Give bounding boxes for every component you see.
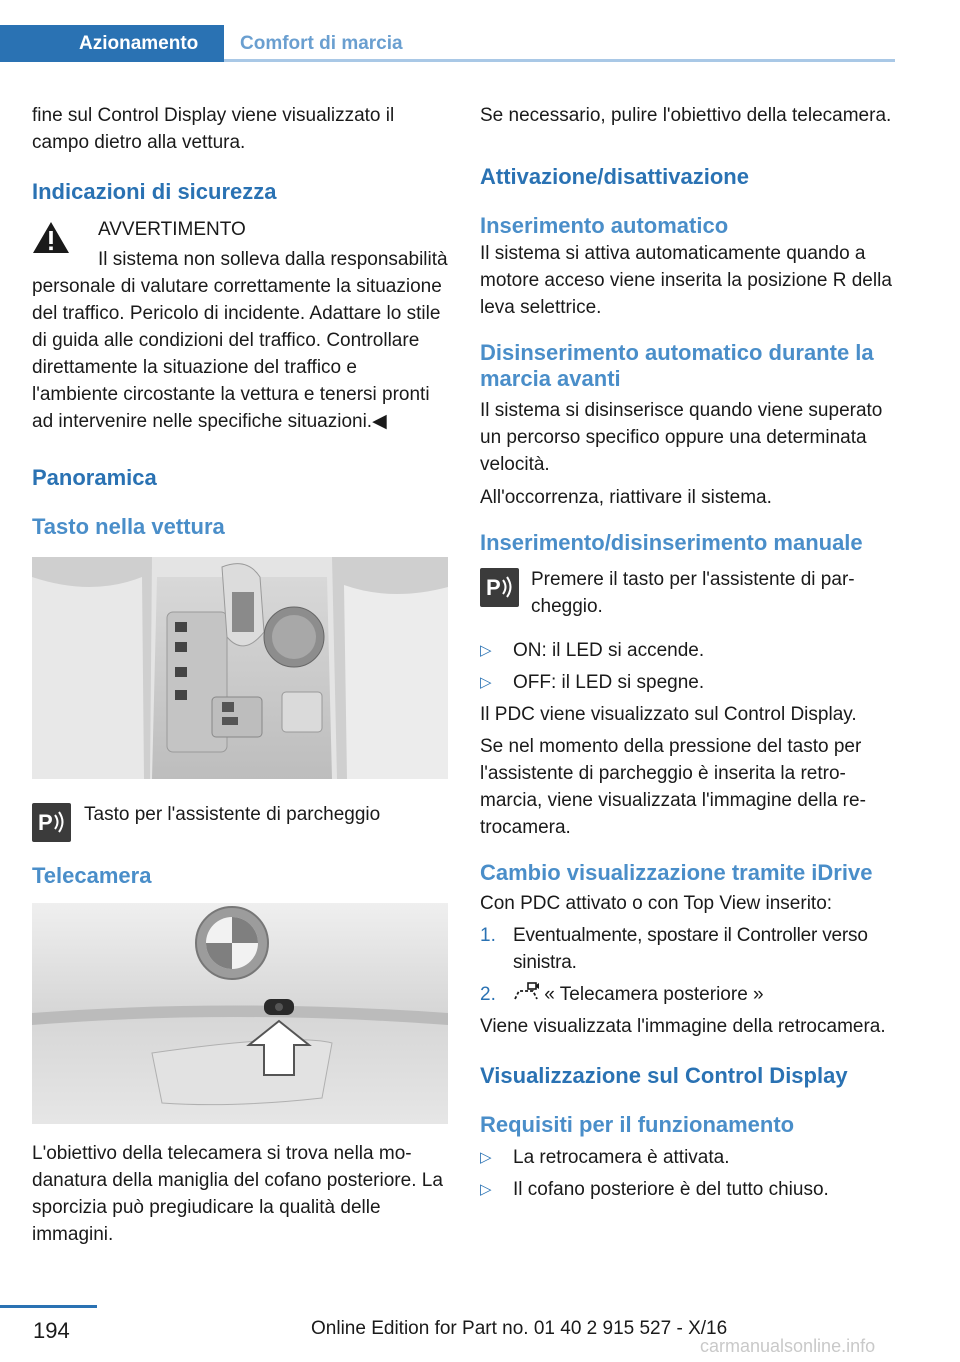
triangle-bullet-icon: ▷ (480, 642, 492, 659)
auto-on-text: Il sistema si attiva automaticamente quando a motore acceso viene inserita la posizione R della leva selettrice. (480, 243, 892, 318)
manual-heading: Inserimento/disinserimento manuale (480, 530, 863, 555)
tailgate-camera-photo (32, 903, 448, 1124)
list-item: 1. Eventualmente, spostare il Controller verso sinistra. (480, 922, 896, 976)
triangle-bullet-icon: ▷ (480, 674, 492, 691)
rear-camera-icon (513, 982, 539, 1002)
idrive-heading: Cambio visualizzazione tramite iDrive (480, 860, 873, 885)
auto-off-heading: Disinserimento automatico durante la marcia avanti (480, 340, 874, 391)
reactivate-text: All'occorrenza, riattivare il sistema. (480, 487, 772, 508)
header-divider (224, 59, 895, 62)
result-text: Viene visualizzata l'immagine della retrocamera. (480, 1016, 886, 1037)
center-console-image (32, 557, 448, 779)
step-number: 2. (480, 984, 496, 1005)
camera-heading: Telecamera (32, 863, 152, 888)
camera-text: L'obiettivo della telecamera si trova nella modanatura della maniglia del cofano posteriore. La sporcizia può pregiudicare la qualità delle immagini. (32, 1143, 443, 1245)
tab-azionamento[interactable] (0, 25, 224, 62)
auto-on-heading: Inserimento automatico (480, 213, 729, 238)
list-item: ▷ Il cofano posteriore è del tutto chiuso. (480, 1176, 896, 1203)
requirements-list (480, 1144, 896, 1203)
safety-heading: Indicazioni di sicurezza (32, 179, 277, 204)
triangle-bullet-icon: ▷ (480, 1149, 492, 1166)
warning-text-first: Il sistema non solleva dalla responsabilità (98, 249, 448, 270)
reverse-text: Se nel momento della pressione del tasto per l'assistente di parcheggio è inserita la retromarcia, viene visualizzata l'immagine della retrocamera. (480, 736, 866, 838)
activation-heading: Attivazione/disattivazione (480, 164, 749, 189)
button-caption-row (32, 801, 448, 847)
park-assist-icon (480, 568, 519, 607)
overview-heading: Panoramica (32, 465, 157, 490)
requirements-heading: Requisiti per il funzionamento (480, 1112, 795, 1137)
tailgate-image (32, 903, 448, 1124)
idrive-text: Con PDC attivato o con Top View inserito: (480, 893, 833, 914)
list-item: ▷ OFF: il LED si spegne. (480, 669, 896, 696)
button-heading: Tasto nella vettura (32, 514, 225, 539)
list-item: ▷ ON: il LED si accende. (480, 637, 896, 664)
page-number: 194 (33, 1318, 70, 1343)
tab-comfort-di-marcia[interactable]: Comfort di marcia (240, 33, 403, 54)
step-number: 1. (480, 925, 496, 946)
page-header (0, 0, 895, 62)
right-column (480, 100, 896, 1203)
warning-text: personale di valutare correttamente la situazione del traffico. Pericolo di incidente. Adattare lo stile di guida alle condizioni del traffico. Controllare direttamente la situazione del traffico e l'ambiente circostante la vettura e tenersi pronti ad intervenire nelle specifiche situazioni.◀ (32, 276, 442, 432)
warning-triangle-icon (32, 220, 70, 254)
manual-row (480, 566, 896, 620)
watermark: carmanualsonline.info (700, 1336, 876, 1356)
led-list (480, 637, 896, 696)
svg-text:P: P (38, 810, 53, 835)
list-item: 2. « Telecamera posteriore » (480, 981, 896, 1008)
manual-text: Premere il tasto per l'assistente di parcheggio. (531, 569, 855, 617)
edition-text: Online Edition for Part no. 01 40 2 915 527 - X/16 (311, 1318, 728, 1339)
pdc-text: Il PDC viene visualizzato sul Control Display. (480, 704, 857, 725)
auto-off-text: Il sistema si disinserisce quando viene superato un percorso specifico oppure una determinata velocità. (480, 400, 883, 475)
intro-text: fine sul Control Display viene visualizzato il campo dietro alla vettura. (32, 105, 395, 153)
svg-text:P: P (486, 575, 501, 600)
clean-text: Se necessario, pulire l'obiettivo della telecamera. (480, 105, 892, 126)
steps-list (480, 922, 896, 1008)
list-item: ▷ La retrocamera è attivata. (480, 1144, 896, 1171)
triangle-bullet-icon: ▷ (480, 1181, 492, 1198)
left-column (32, 100, 448, 1248)
tab-azionamento-label: Azionamento (79, 33, 199, 54)
warning-title: AVVERTIMENTO (98, 219, 246, 240)
button-caption: Tasto per l'assistente di parcheggio (84, 804, 381, 825)
display-heading: Visualizzazione sul Control Display (480, 1063, 848, 1088)
warning-block (32, 216, 448, 273)
footer-divider (0, 1305, 97, 1308)
center-console-photo (32, 557, 448, 779)
park-assist-icon (32, 803, 71, 842)
